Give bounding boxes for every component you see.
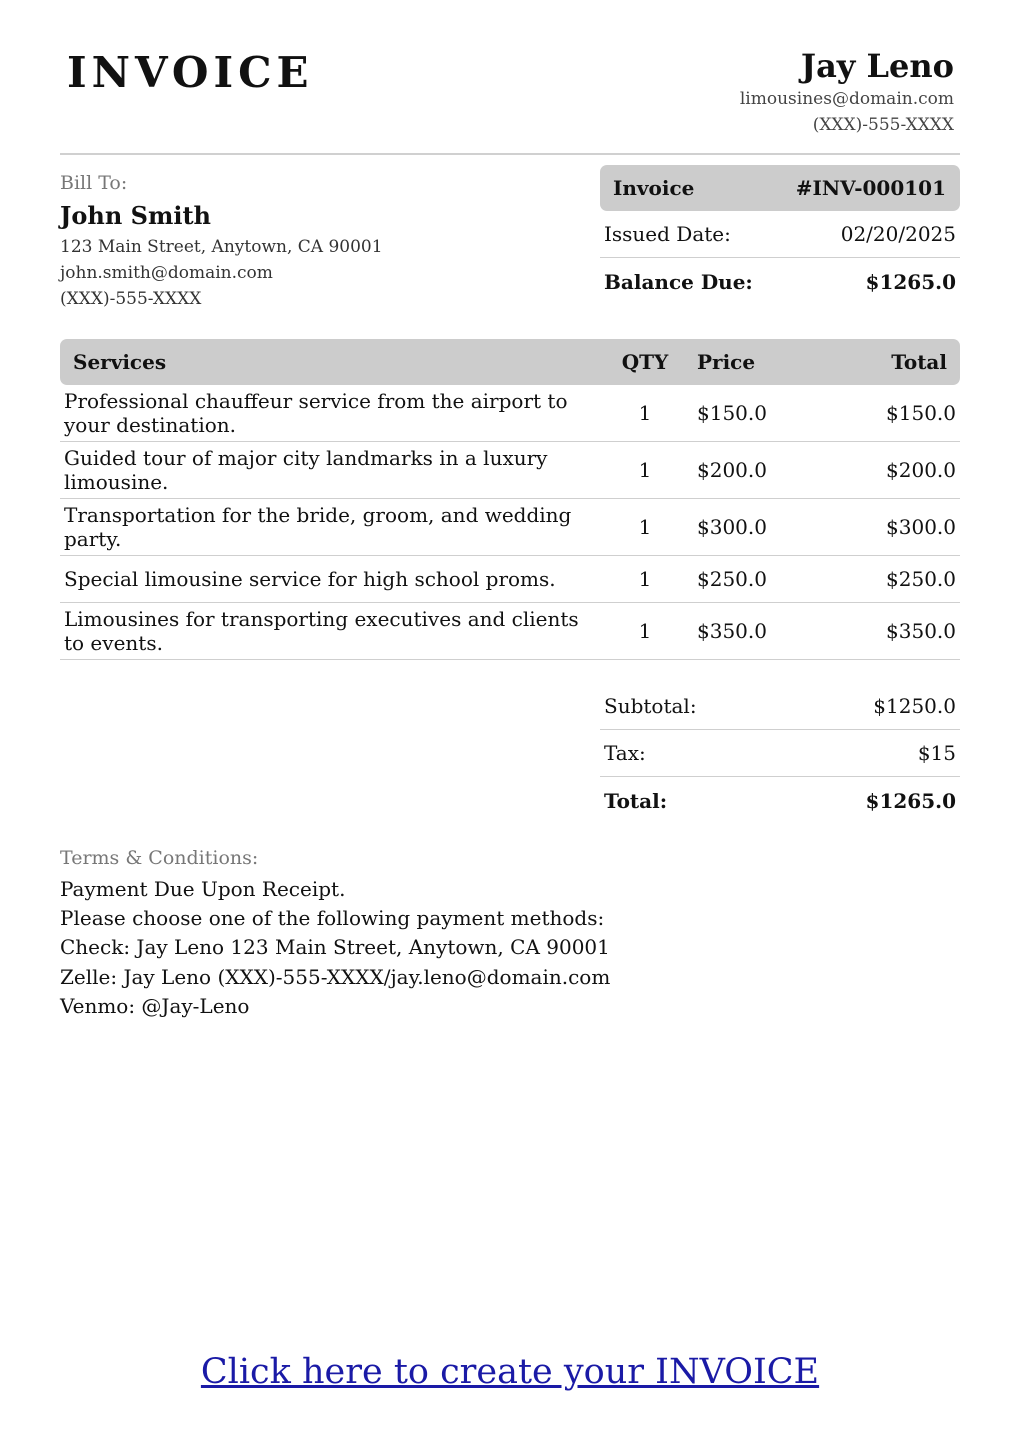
- service-price: $200.0: [697, 458, 767, 482]
- table-row: [60, 499, 960, 556]
- service-description-line: Special limousine service for high school proms.: [64, 567, 556, 591]
- company-phone: (XXX)-555-XXXX: [812, 115, 954, 135]
- service-description-line: your destination.: [64, 413, 236, 437]
- total-column-header: Total: [891, 350, 947, 374]
- company-email: limousines@domain.com: [739, 89, 954, 109]
- services-table-header: [60, 339, 960, 385]
- bill-to-label: Bill To:: [60, 172, 128, 194]
- service-qty: 1: [638, 401, 652, 425]
- total-value: $1265.0: [865, 788, 956, 813]
- document-title: INVOICE: [67, 48, 314, 97]
- service-price: $300.0: [697, 515, 767, 539]
- service-qty: 1: [638, 619, 652, 643]
- services-column-header: Services: [73, 350, 167, 374]
- service-price: $250.0: [697, 567, 767, 591]
- table-row: [60, 603, 960, 660]
- service-description-line: Limousines for transporting executives and clients: [64, 607, 579, 631]
- service-description-line: Transportation for the bride, groom, and wedding: [64, 503, 572, 527]
- bill-to-block: [60, 170, 520, 312]
- terms-line: Venmo: @Jay-Leno: [60, 993, 250, 1018]
- invoice-number: #INV-000101: [795, 176, 946, 200]
- invoice-number-header: [600, 165, 960, 211]
- services-table: [60, 339, 960, 660]
- totals-block: [600, 683, 960, 824]
- create-invoice-link-container: [0, 1352, 1020, 1392]
- service-qty: 1: [638, 567, 652, 591]
- service-description: [60, 389, 605, 437]
- service-total: $200.0: [886, 458, 956, 482]
- table-row: [60, 385, 960, 442]
- issued-date-value: 02/20/2025: [840, 222, 956, 246]
- terms-block: [60, 845, 760, 1021]
- service-total: $150.0: [886, 401, 956, 425]
- bill-to-address: 123 Main Street, Anytown, CA 90001: [60, 237, 383, 257]
- price-column-header: Price: [697, 350, 756, 374]
- invoice-label: Invoice: [613, 176, 695, 200]
- bill-to-name: John Smith: [60, 201, 211, 230]
- service-description-line: party.: [64, 527, 122, 551]
- table-row: [60, 556, 960, 603]
- bill-to-phone: (XXX)-555-XXXX: [60, 289, 202, 309]
- create-invoice-link[interactable]: Click here to create your INVOICE: [200, 1352, 820, 1392]
- total-row: [600, 777, 960, 824]
- service-description-line: Guided tour of major city landmarks in a luxury: [64, 446, 548, 470]
- terms-line: Check: Jay Leno 123 Main Street, Anytown, CA 90001: [60, 935, 610, 960]
- terms-line: Zelle: Jay Leno (XXX)-555-XXXX/jay.leno@domain.com: [60, 964, 611, 989]
- table-row: [60, 442, 960, 499]
- tax-row: [600, 730, 960, 777]
- terms-line: Payment Due Upon Receipt.: [60, 877, 346, 901]
- invoice-meta: [600, 165, 960, 305]
- issued-date-row: [600, 211, 960, 258]
- terms-line: Please choose one of the following payment methods:: [60, 906, 605, 931]
- service-price: $350.0: [697, 619, 767, 643]
- total-label: Total:: [604, 788, 668, 813]
- tax-label: Tax:: [604, 741, 646, 765]
- service-description: [60, 607, 605, 655]
- service-qty: 1: [638, 458, 652, 482]
- service-description-line: to events.: [64, 631, 163, 655]
- balance-due-row: [600, 258, 960, 305]
- balance-due-label: Balance Due:: [604, 269, 753, 294]
- service-description-line: limousine.: [64, 470, 169, 494]
- service-description-line: Professional chauffeur service from the airport to: [64, 389, 568, 413]
- service-total: $350.0: [886, 619, 956, 643]
- service-description: [60, 503, 605, 551]
- subtotal-value: $1250.0: [873, 694, 956, 718]
- balance-due-value: $1265.0: [865, 269, 956, 294]
- service-price: $150.0: [697, 401, 767, 425]
- qty-column-header: QTY: [621, 350, 669, 374]
- invoice-page: [60, 0, 960, 1443]
- service-total: $250.0: [886, 567, 956, 591]
- tax-value: $15: [917, 741, 956, 765]
- header-divider: [60, 153, 960, 155]
- service-total: $300.0: [886, 515, 956, 539]
- subtotal-label: Subtotal:: [604, 694, 697, 718]
- service-description: [60, 446, 605, 494]
- company-block: [740, 46, 954, 138]
- bill-to-email: john.smith@domain.com: [60, 263, 273, 283]
- service-description: [60, 567, 605, 591]
- issued-date-label: Issued Date:: [604, 222, 731, 246]
- service-qty: 1: [638, 515, 652, 539]
- company-name: Jay Leno: [800, 47, 954, 85]
- terms-label: Terms & Conditions:: [60, 847, 259, 869]
- subtotal-row: [600, 683, 960, 730]
